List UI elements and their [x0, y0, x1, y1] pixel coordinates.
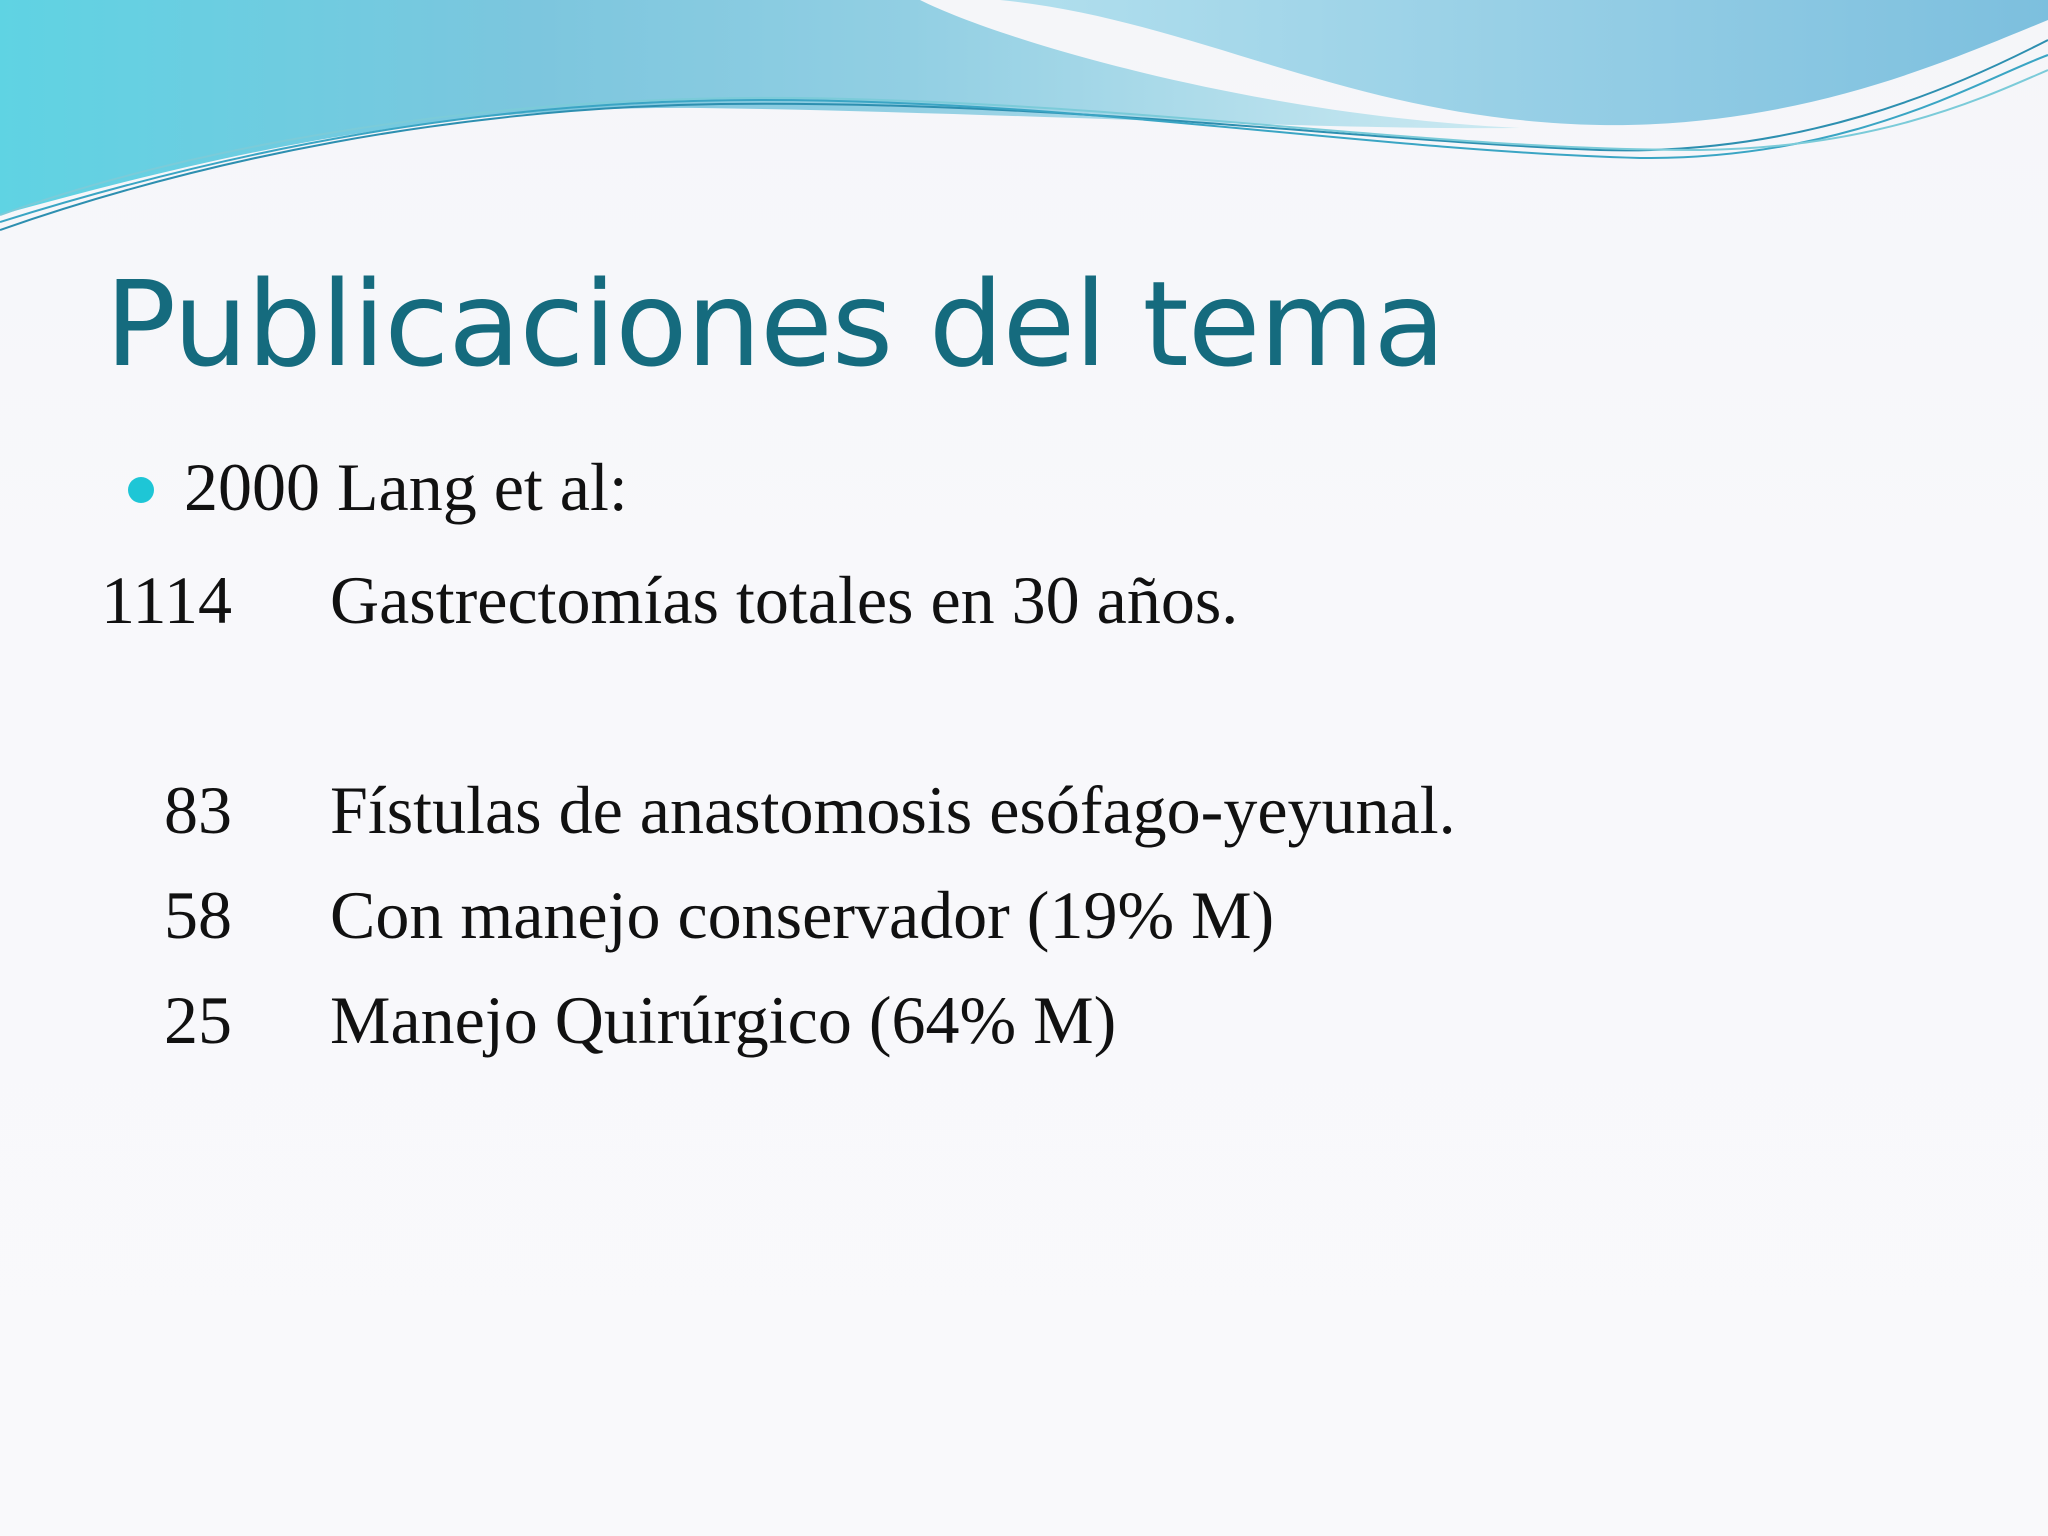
row-number: 1114 [101, 562, 232, 638]
row-text: Con manejo conservador (19% M) [330, 877, 1275, 953]
header-wave-decoration [0, 0, 2048, 240]
row-number: 83 [164, 772, 232, 848]
row-number: 58 [164, 877, 232, 953]
bullet-dot-icon [128, 477, 154, 503]
row-number: 25 [164, 982, 232, 1058]
row-text: Gastrectomías totales en 30 años. [330, 562, 1239, 638]
row-text: Manejo Quirúrgico (64% M) [330, 982, 1117, 1058]
bullet-item [128, 448, 628, 527]
row-text: Fístulas de anastomosis esófago-yeyunal. [330, 772, 1456, 848]
slide-title: Publicaciones del tema [105, 255, 1445, 393]
bullet-text: 2000 Lang et al: [184, 449, 628, 525]
